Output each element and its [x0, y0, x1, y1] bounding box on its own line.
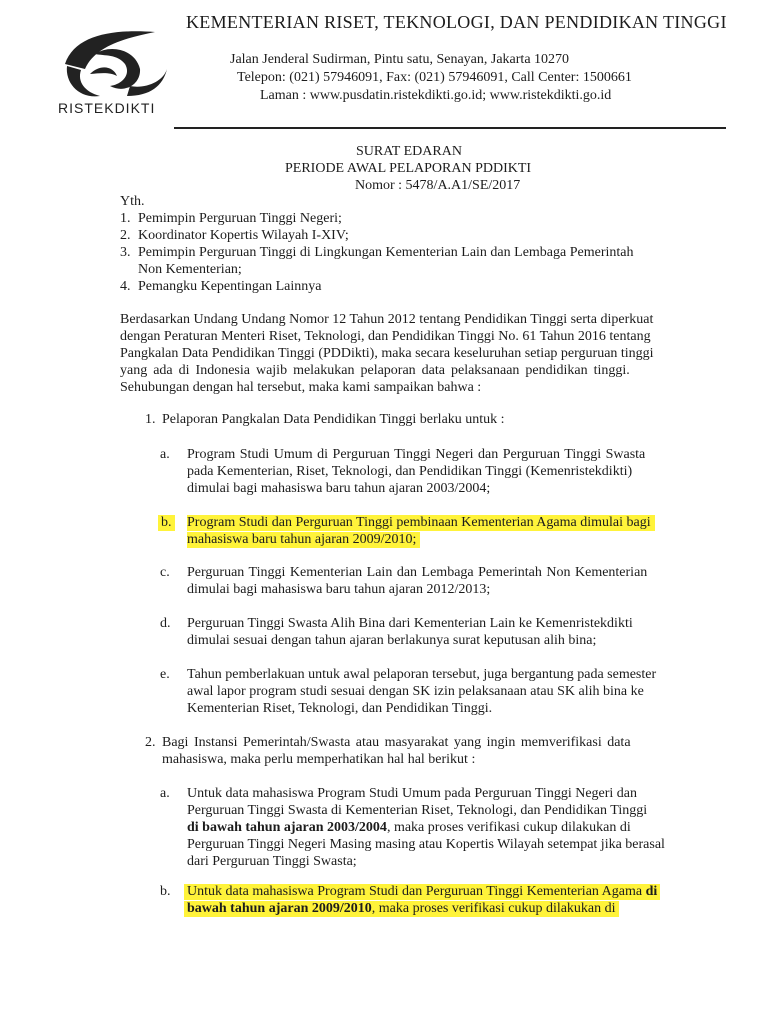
item-line: Perguruan Tinggi Swasta Alih Bina dari Kementerian Lain ke Kemenristekdikti [187, 616, 633, 631]
letter-type: SURAT EDARAN [356, 144, 462, 159]
item-line: dimulai bagi mahasiswa baru tahun ajaran 2003/2004; [187, 481, 491, 496]
item-line: Perguruan Tinggi Swasta di Kementerian Riset, Teknologi, dan Pendidikan Tinggi [187, 803, 648, 818]
intro-line: dengan Peraturan Menteri Riset, Teknologi, dan Pendidikan Tinggi No. 61 Tahun 2016 tentang [120, 329, 651, 344]
bold-text: di bawah tahun ajaran 2003/2004 [187, 820, 387, 835]
letter-number: Nomor : 5478/A.A1/SE/2017 [355, 178, 521, 193]
header-rule [174, 127, 726, 129]
item-line: Untuk data mahasiswa Program Studi Umum pada Perguruan Tinggi Negeri dan [187, 786, 638, 801]
recipient-item-cont: Non Kementerian; [138, 262, 242, 277]
item-line: pada Kementerian, Riset, Teknologi, dan Pendidikan Tinggi (Kemenristekdikti) [187, 464, 633, 479]
recipient-num: 3. [120, 245, 131, 260]
intro-line: Pangkalan Data Pendidikan Tinggi (PDDikti), maka secara keseluruhan setiap perguruan tinggi [120, 346, 654, 361]
bold-text: di [645, 884, 658, 899]
item-line: Tahun pemberlakuan untuk awal pelaporan tersebut, juga bergantung pada semester [187, 667, 657, 682]
item-letter: d. [160, 616, 171, 631]
item-text: Untuk data mahasiswa Program Studi dan Perguruan Tinggi Kementerian Agama [187, 884, 646, 899]
website-line: Laman : www.pusdatin.ristekdikti.go.id; www.ristekdikti.go.id [260, 88, 612, 103]
point-number: 2. [145, 735, 156, 750]
bold-text: bawah tahun ajaran 2009/2010 [187, 901, 372, 916]
item-letter: b. [158, 515, 175, 531]
item-line: awal lapor program studi sesuai dengan SK izin pelaksanaan atau SK alih bina ke [187, 684, 644, 699]
recipient-item: Pemimpin Perguruan Tinggi di Lingkungan Kementerian Lain dan Lembaga Pemerintah [138, 245, 634, 260]
recipient-num: 1. [120, 211, 131, 226]
letter-subject: PERIODE AWAL PELAPORAN PDDIKTI [285, 161, 532, 176]
item-letter: a. [160, 447, 170, 462]
item-line: Perguruan Tinggi Kementerian Lain dan Lembaga Pemerintah Non Kementerian [187, 565, 648, 580]
item-line: dari Perguruan Tinggi Swasta; [187, 854, 357, 869]
point-number: 1. [145, 412, 156, 427]
point-2-line: mahasiswa, maka perlu memperhatikan hal hal berikut : [162, 752, 476, 767]
item-letter: e. [160, 667, 170, 682]
highlighted-item-line [184, 901, 619, 917]
recipient-item: Pemimpin Perguruan Tinggi Negeri; [138, 211, 342, 226]
intro-line: Sehubungan dengan hal tersebut, maka kami sampaikan bahwa : [120, 380, 482, 395]
item-letter: b. [160, 884, 171, 899]
logo-text: RISTEKDIKTI [58, 100, 156, 116]
highlighted-item-line: Program Studi dan Perguruan Tinggi pembinaan Kementerian Agama dimulai bagi [187, 515, 655, 531]
recipient-item: Koordinator Kopertis Wilayah I-XIV; [138, 228, 349, 243]
phone-line: Telepon: (021) 57946091, Fax: (021) 57946091, Call Center: 1500661 [237, 70, 632, 85]
item-text: , maka proses verifikasi cukup dilakukan di [371, 901, 616, 916]
highlighted-item-line [184, 884, 660, 900]
highlighted-item-line: mahasiswa baru tahun ajaran 2009/2010; [187, 532, 420, 548]
point-2-line: Bagi Instansi Pemerintah/Swasta atau masyarakat yang ingin memverifikasi data [162, 735, 631, 750]
item-line-mixed [187, 820, 631, 836]
recipient-num: 2. [120, 228, 131, 243]
salutation: Yth. [120, 194, 145, 209]
item-text: , maka proses verifikasi cukup dilakukan di [386, 820, 631, 835]
item-line: dimulai sesuai dengan tahun ajaran berlakunya surat keputusan alih bina; [187, 633, 597, 648]
item-letter: a. [160, 786, 170, 801]
address-line: Jalan Jenderal Sudirman, Pintu satu, Senayan, Jakarta 10270 [230, 52, 570, 67]
item-line: dimulai bagi mahasiswa baru tahun ajaran 2012/2013; [187, 582, 491, 597]
point-1-text: Pelaporan Pangkalan Data Pendidikan Tinggi berlaku untuk : [162, 412, 505, 427]
item-letter: c. [160, 565, 170, 580]
recipient-num: 4. [120, 279, 131, 294]
intro-line: yang ada di Indonesia wajib melakukan pelaporan data pelaksanaan pendidikan tinggi. [120, 363, 630, 378]
recipient-item: Pemangku Kepentingan Lainnya [138, 279, 322, 294]
item-line: Program Studi Umum di Perguruan Tinggi Negeri dan Perguruan Tinggi Swasta [187, 447, 646, 462]
intro-line: Berdasarkan Undang Undang Nomor 12 Tahun 2012 tentang Pendidikan Tinggi serta diperkuat [120, 312, 654, 327]
item-line: Perguruan Tinggi Negeri Masing masing atau Kopertis Wilayah setempat jika berasal [187, 837, 665, 852]
item-line: Kementerian Riset, Teknologi, dan Pendidikan Tinggi. [187, 701, 493, 716]
institution-name: KEMENTERIAN RISET, TEKNOLOGI, DAN PENDIDIKAN TINGGI [186, 12, 727, 32]
